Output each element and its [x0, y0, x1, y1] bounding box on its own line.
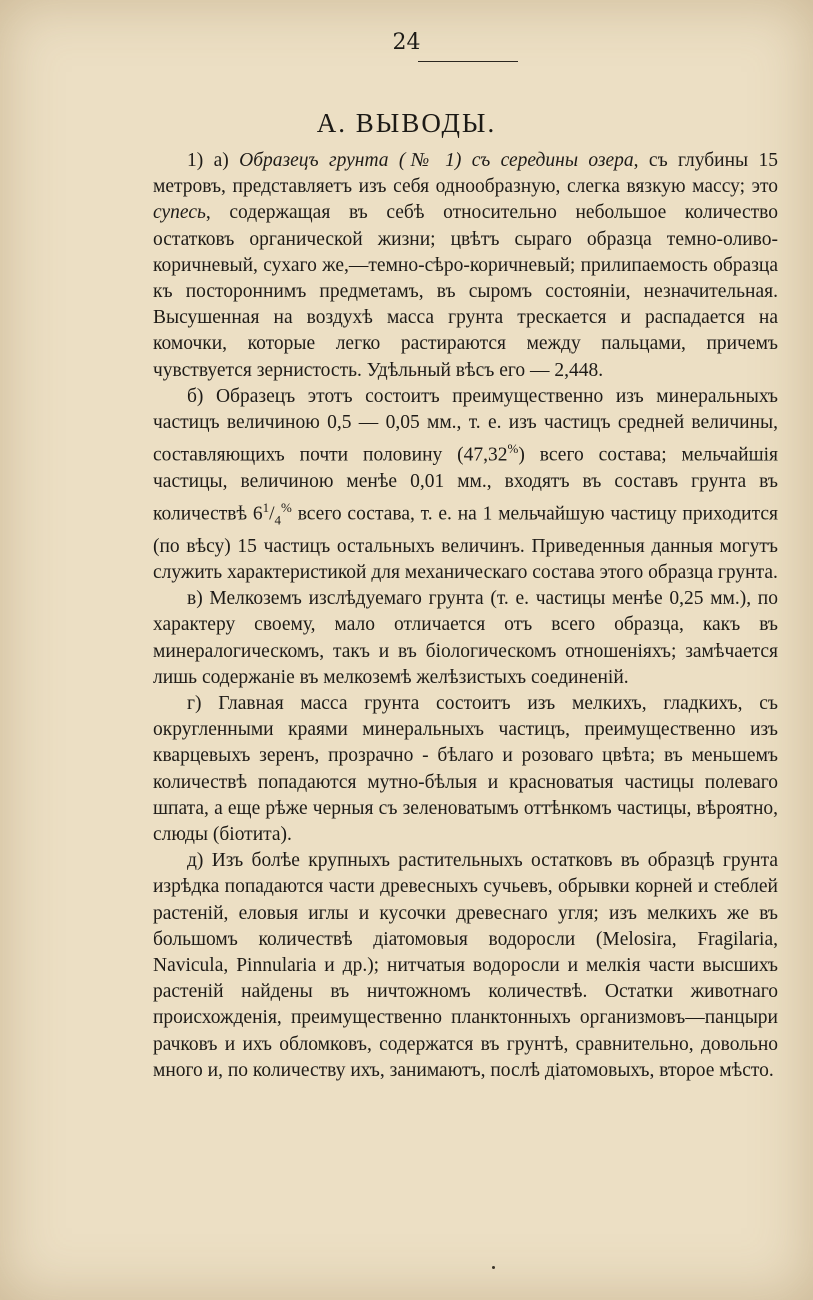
- fraction-numerator: 1: [262, 500, 270, 516]
- paragraph-d: д) Изъ болѣе крупныхъ растительныхъ остатковъ въ образцѣ грунта изрѣдка попадаются части древесныхъ сучьевъ, обрывки корней и стеблей растеній, еловыя иглы и кусочки древеснаго угля; изъ мелкихъ же въ большомъ количествѣ діатомовыя водоросли (Melosira, Fragilaria, Navicula, Pinnularia и др.); нитчатыя водоросли и мелкія части высшихъ растеній найдены въ ничтожномъ количествѣ. Остатки животнаго происхожденія, преимущественно планктонныхъ организмовъ—панцыри рачковъ и ихъ обломковъ, содержатся въ грунтѣ, сравнительно, довольно много и, по количеству ихъ, занимаютъ, послѣ діатомовыхъ, второе мѣсто.: [153, 850, 778, 1081]
- body-text: [153, 148, 778, 1084]
- paragraph-text: б) Образецъ этотъ состоитъ преимущественно изъ минеральныхъ частицъ величиною 0,5 — 0,05 мм., т. е. изъ частицъ средней величины, составляющихъ почти половину (47,32: [153, 385, 778, 466]
- section-heading: А. ВЫВОДЫ.: [316, 108, 497, 138]
- paragraph-lead: 1) а): [187, 150, 240, 171]
- ink-speck: [492, 1266, 495, 1269]
- paragraph-v: в) Мелкоземъ изслѣдуемаго грунта (т. е. частицы менѣе 0,25 мм.), по характеру своему, мало отличается отъ всего образца, какъ въ минералогическомъ, такъ и въ біологическомъ отношеніяхъ; замѣчается лишь содержаніе въ мелкоземѣ желѣзистыхъ соединеній.: [153, 588, 778, 688]
- superscript-percent: %: [281, 500, 292, 516]
- paragraph-b: б) Образецъ этотъ состоитъ преимущественно изъ минеральныхъ частицъ величиною 0,5 — 0,05 мм., т. е. изъ частицъ средней величины, составляющихъ почти половину (47,32%) всего состава; мельчайшія частицы, величиною менѣе 0,01 мм., входятъ въ составъ грунта въ количествѣ $6^1/_4^{\%}$ всего состава, т. е. на 1 мельчайшую частицу приходится (по вѣсу) 15 частицъ остальныхъ величинъ. Приведенныя данныя могутъ служить характеристикой для механическаго состава этого образца грунта.: [153, 385, 778, 583]
- paragraph-g: г) Главная масса грунта состоитъ изъ мелкихъ, гладкихъ, съ округленными краями минеральныхъ частицъ, преимущественно изъ кварцевыхъ зеренъ, прозрачно - бѣлаго и розоваго цвѣта; въ меньшемъ количествѣ попадаются мутно-бѣлыя и красноватыя частицы полеваго шпата, а еще рѣже черныя съ зеленоватымъ оттѣнкомъ частицы, вѣроятно, слюды (біотита).: [153, 692, 778, 845]
- paragraph-text: , содержащая въ себѣ относительно небольшое количество остатковъ органической жизни; цвѣтъ сыраго образца темно-оливо-коричневый, сухаго же,—темно-сѣро-коричневый; прилипаемость образца къ постороннимъ предметамъ, въ сыромъ состояніи, незначительная. Высушенная на воздухѣ масса грунта трескается и распадается на комочки, которые легко растираются между пальцами, причемъ чувствуется зернистость. Удѣльный вѣсъ его — 2,448.: [153, 202, 778, 381]
- paragraph-text: ) всего состава; мельчайшія частицы, величиною менѣе 0,01 мм., входятъ въ составъ грунта въ количествѣ 6: [153, 444, 778, 525]
- paragraph-1a: [153, 148, 778, 384]
- paragraph-text: всего состава, т. е. на 1 мельчайшую частицу приходится (по вѣсу) 15 частицъ остальныхъ величинъ. Приведенныя данныя могутъ служить характеристикой для механическаго состава этого образца грунта.: [153, 503, 778, 583]
- page-number: 24: [392, 30, 421, 55]
- superscript-percent: %: [507, 441, 519, 457]
- header-rule: [418, 61, 518, 62]
- italic-phrase: Образецъ грунта (№ 1) съ середины озера: [239, 150, 634, 171]
- fraction-denominator: 4: [274, 512, 282, 528]
- paragraph-text: , съ глубины 15 метровъ, представляетъ изъ себя однообразную, слегка вязкую массу; это: [153, 150, 778, 198]
- italic-phrase: супесь: [153, 202, 206, 224]
